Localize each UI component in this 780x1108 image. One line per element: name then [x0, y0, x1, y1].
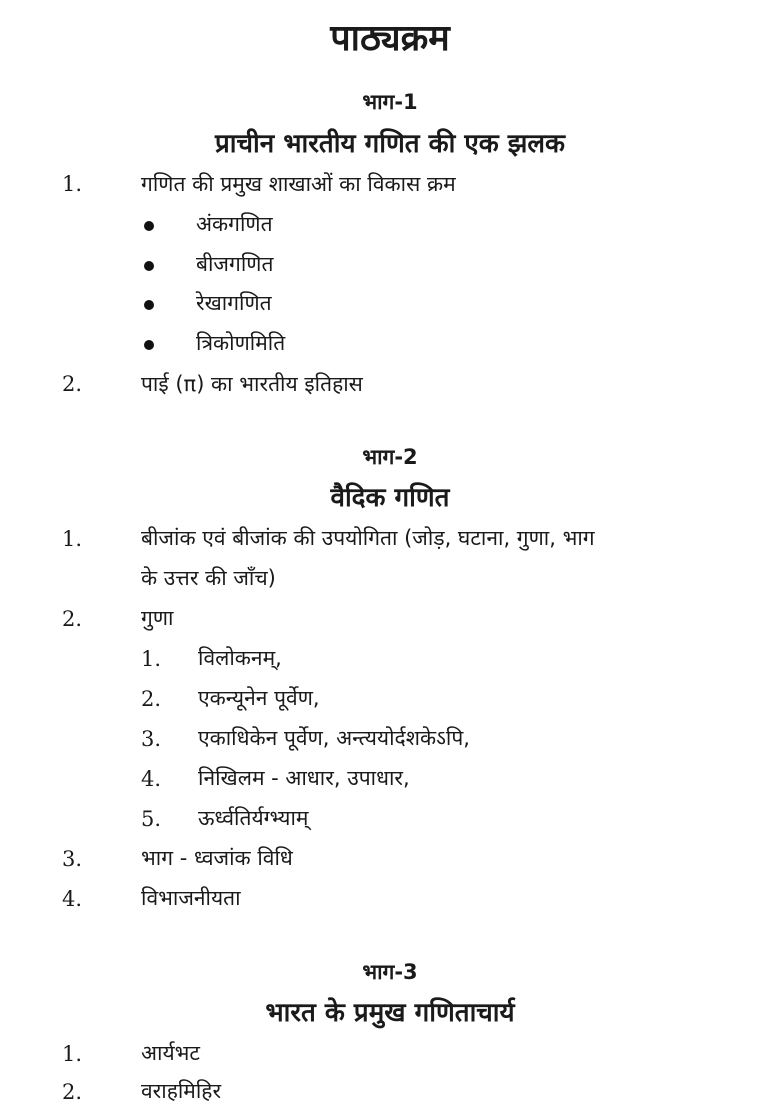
sub-item-number: 4.: [141, 767, 162, 791]
list-item-text: आर्यभट: [141, 1041, 200, 1065]
part-2-heading: वैदिक गणित: [330, 483, 450, 513]
page-title: पाठ्यक्रम: [330, 18, 450, 59]
list-item-number: 3.: [62, 847, 83, 871]
sub-item-text: विलोकनम्,: [198, 646, 282, 670]
sub-item-text: एकाधिकेन पूर्वेण, अन्त्ययोर्दशकेऽपि,: [198, 726, 470, 750]
part-1-heading: प्राचीन भारतीय गणित की एक झलक: [214, 129, 566, 159]
list-item-text: गणित की प्रमुख शाखाओं का विकास क्रम: [141, 172, 456, 196]
bullet-item-text: अंकगणित: [196, 212, 273, 236]
list-item-number: 2.: [62, 1080, 83, 1104]
list-item-text: पाई (π) का भारतीय इतिहास: [141, 372, 363, 396]
list-item-text: भाग - ध्वजांक विधि: [141, 846, 293, 870]
bullet-icon: [144, 261, 154, 271]
sub-item-number: 5.: [141, 807, 162, 831]
list-item-number: 1.: [62, 172, 83, 196]
bullet-icon: [144, 221, 154, 231]
part-3-heading: भारत के प्रमुख गणिताचार्य: [265, 998, 515, 1028]
sub-item-text: निखिलम - आधार, उपाधार,: [198, 766, 410, 790]
sub-item-text: एकन्यूनेन पूर्वेण,: [198, 686, 320, 710]
part-3-label: भाग-3: [362, 960, 418, 984]
list-item-number: 2.: [62, 607, 83, 631]
sub-item-number: 3.: [141, 727, 162, 751]
bullet-icon: [144, 340, 154, 350]
sub-item-number: 1.: [141, 647, 162, 671]
sub-item-text: ऊर्ध्वतिर्यग्भ्याम्: [198, 806, 309, 830]
list-item-number: 1.: [62, 1042, 83, 1066]
list-item-number: 1.: [62, 527, 83, 551]
list-item-text: गुणा: [141, 606, 174, 630]
bullet-item-text: रेखागणित: [196, 291, 272, 315]
bullet-item-text: बीजगणित: [196, 252, 274, 276]
sub-item-number: 2.: [141, 687, 162, 711]
list-item-text: विभाजनीयता: [141, 886, 241, 910]
part-1-label: भाग-1: [362, 90, 418, 114]
bullet-icon: [144, 300, 154, 310]
part-2-label: भाग-2: [362, 445, 418, 469]
list-item-text-continued: के उत्तर की जाँच): [141, 566, 276, 590]
list-item-number: 2.: [62, 372, 83, 396]
list-item-text: वराहमिहिर: [141, 1079, 222, 1103]
bullet-item-text: त्रिकोणमिति: [196, 331, 286, 355]
list-item-number: 4.: [62, 887, 83, 911]
list-item-text: बीजांक एवं बीजांक की उपयोगिता (जोड़, घटाना, गुणा, भाग: [141, 526, 595, 550]
